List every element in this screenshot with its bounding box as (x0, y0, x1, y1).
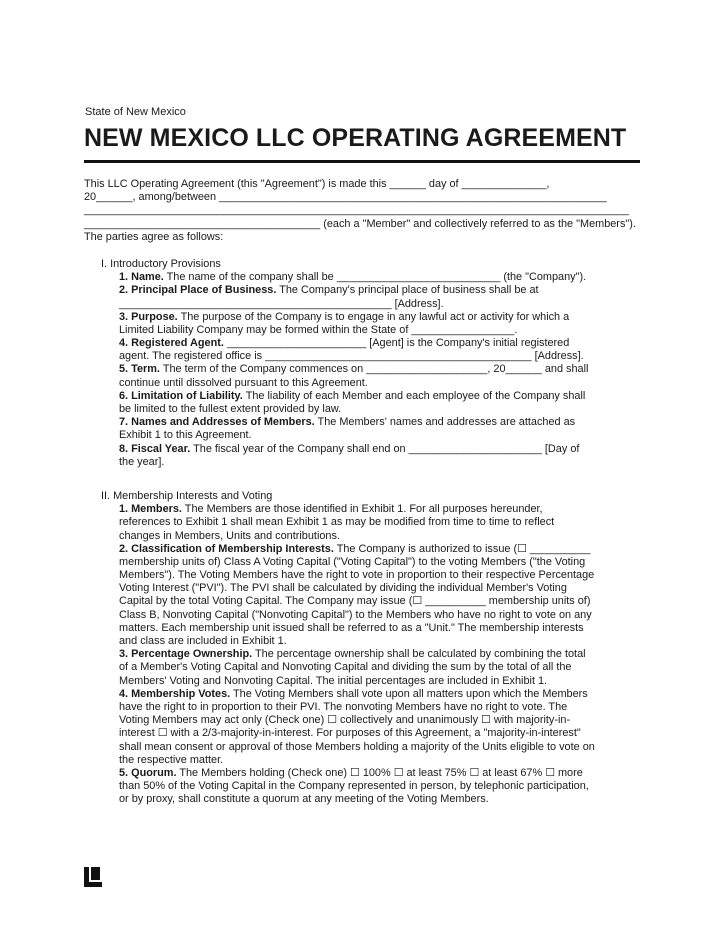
clause-names-addresses (84, 416, 640, 429)
clause-label: 1. Members. (119, 503, 182, 516)
clause-label: 7. Names and Addresses of Members. (119, 416, 315, 429)
clause-continuation: _____________________________________________ [Address]. (119, 297, 444, 310)
clause-purpose (84, 311, 640, 324)
clause-text: The Members holding (Check one) ☐ 100% ☐ at least 75% ☐ at least 67% ☐ more (179, 766, 583, 779)
clause-continuation: interest ☐ with a 2/3-majority-in-interest. For purposes of this Agreement, a "majority-in-interest" (119, 727, 581, 740)
clause-continuation: of a Member's Voting Capital and Nonvoting Capital and dividing the sum by the total of all the (119, 661, 572, 674)
clause-continuation: Class B, Nonvoting Capital ("Nonvoting Capital") to the Members who have no right to vote on any (119, 608, 592, 621)
section-heading: I. Introductory Provisions (101, 257, 221, 270)
document-body (84, 178, 640, 806)
clause-text: The purpose of the Company is to engage in any lawful act or activity for which a (180, 310, 570, 323)
clause-continuation: than 50% of the Voting Capital in the Company represented in person, by telephonic participation, (119, 780, 589, 793)
legal-templates-logo-icon (82, 866, 104, 888)
clause-label: 5. Term. (119, 363, 160, 376)
section-heading: II. Membership Interests and Voting (101, 489, 273, 502)
clause-continuation: or by proxy, shall constitute a quorum at any meeting of the Voting Members. (119, 793, 489, 806)
clause-label: 3. Purpose. (119, 310, 178, 323)
clause-label: 6. Limitation of Liability. (119, 389, 243, 402)
clause-label: 8. Fiscal Year. (119, 442, 191, 455)
clause-percentage-ownership (84, 648, 640, 661)
clause-text: The liability of each Member and each employee of the Company shall (245, 389, 586, 402)
clause-text: The percentage ownership shall be calculated by combining the total (255, 648, 586, 661)
clause-quorum (84, 767, 640, 780)
clause-text: The Members' names and addresses are attached as (317, 416, 576, 429)
clause-text: The fiscal year of the Company shall end on ______________________ [Day of (193, 442, 580, 455)
intro-line: 20______, among/between ________________________________________________________________ (84, 191, 607, 204)
clause-continuation: agent. The registered office is ____________________________________________ [Address]. (119, 350, 584, 363)
clause-text: The Company is authorized to issue (☐ __________ (336, 542, 591, 555)
clause-continuation: and class are included in Exhibit 1. (119, 635, 287, 647)
clause-fiscal-year (84, 443, 640, 456)
clause-principal-place (84, 284, 640, 297)
clause-continuation: changes in Members, Units and contributions. (119, 529, 340, 542)
clause-name (84, 271, 640, 284)
clause-continuation: Members"). The Voting Members have the right to vote in proportion to their respective Percentage (119, 569, 595, 582)
clause-label: 2. Classification of Membership Interests. (119, 542, 334, 555)
intro-line: The parties agree as follows: (84, 230, 224, 243)
clause-limitation-liability (84, 390, 640, 403)
clause-continuation: have the right to in proportion to their PVI. The nonvoting Members have no right to vote. The (119, 700, 568, 713)
clause-membership-votes (84, 688, 640, 701)
clause-label: 2. Principal Place of Business. (119, 284, 277, 297)
clause-label: 3. Percentage Ownership. (119, 648, 253, 661)
clause-continuation: the year]. (119, 455, 165, 468)
clause-label: 4. Membership Votes. (119, 687, 231, 700)
clause-continuation: continue until dissolved pursuant to this Agreement. (119, 376, 368, 389)
clause-text: The Company's principal place of business shall be at (279, 284, 539, 297)
intro-line: This LLC Operating Agreement (this "Agreement") is made this ______ day of ______________, (84, 178, 550, 190)
clause-continuation: membership units of) Class A Voting Capital ("Voting Capital") to the voting Members ("the Voting (119, 555, 586, 568)
clause-continuation: Limited Liability Company may be formed within the State of _________________. (119, 323, 518, 336)
clause-continuation: the respective matter. (119, 753, 224, 766)
clause-continuation: shall mean consent or approval of those Members holding a majority of the Units eligible to vote on (119, 740, 595, 753)
clause-label: 4. Registered Agent. (119, 337, 224, 350)
clause-continuation: be limited to the fullest extent provided by law. (119, 403, 342, 415)
title-rule (84, 160, 640, 163)
intro-line: _______________________________________ (each a "Member" and collectively referred to as the "Members"). (84, 217, 636, 230)
clause-continuation: references to Exhibit 1 shall mean Exhibit 1 as may be modified from time to time to reflect (119, 516, 555, 529)
clause-text: The name of the company shall be ___________________________ (the "Company"). (166, 271, 587, 284)
clause-members (84, 503, 640, 516)
clause-text: The Members are those identified in Exhibit 1. For all purposes hereunder, (184, 503, 543, 516)
state-label: State of New Mexico (85, 106, 186, 118)
clause-continuation: matters. Each membership unit issued shall be referred to as a "Unit." The membership interests (119, 621, 584, 634)
intro-line: __________________________________________________________________________________________ (84, 204, 630, 217)
clause-continuation: Capital by the total Voting Capital. The Company may issue (☐ __________ membership units of) (119, 595, 591, 608)
clause-registered-agent (84, 337, 640, 350)
clause-continuation: Members' Voting and Nonvoting Capital. The initial percentages are included in Exhibit 1. (119, 674, 548, 687)
clause-label: 5. Quorum. (119, 766, 177, 779)
clause-continuation: Voting Members may act only (Check one) ☐ collectively and unanimously ☐ with majority-in- (119, 714, 571, 727)
clause-continuation: Exhibit 1 to this Agreement. (119, 429, 252, 442)
clause-term (84, 363, 640, 376)
clause-classification (84, 543, 640, 556)
clause-continuation: Voting Interest ("PVI"). The PVI shall be calculated by dividing the individual Member's Voting (119, 582, 567, 595)
clause-label: 1. Name. (119, 271, 164, 284)
document-title: NEW MEXICO LLC OPERATING AGREEMENT (84, 124, 627, 152)
clause-text: _______________________ [Agent] is the Company's initial registered (226, 337, 570, 350)
clause-text: The Voting Members shall vote upon all matters upon which the Members (233, 687, 588, 700)
clause-text: The term of the Company commences on ____________________, 20______ and shall (162, 363, 589, 376)
